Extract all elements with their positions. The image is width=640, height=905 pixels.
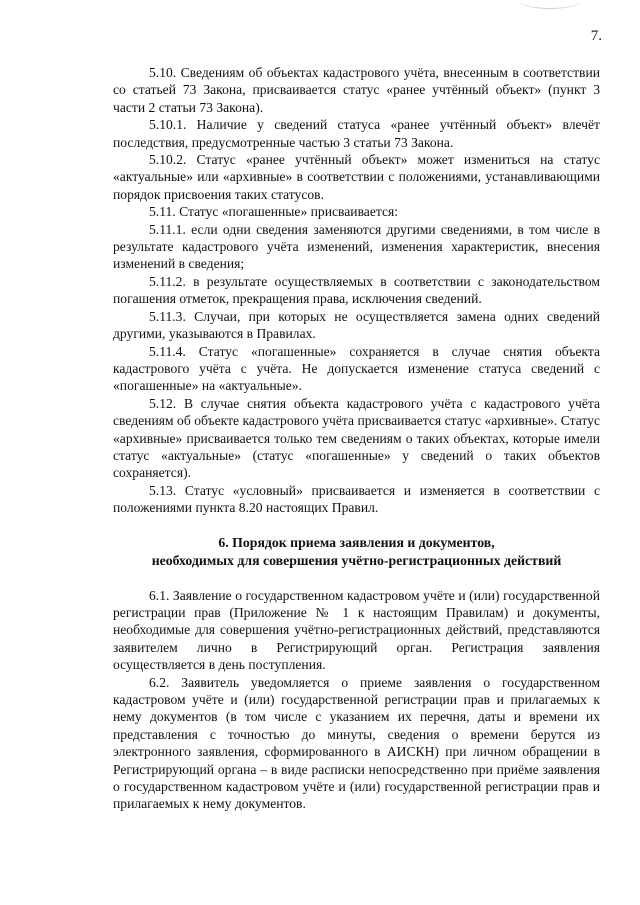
paragraph-5-11-3: 5.11.3. Случаи, при которых не осуществляется замена одних сведений другими, указываются в Правилах. [113,308,600,342]
paragraph-5-10: 5.10. Сведениям об объектах кадастрового учёта, внесенным в соответствии со статьей 73 Закона, присваивается статус «ранее учтённый объект» (пункт 3 части 2 статьи 73 Закона). [113,65,600,115]
paragraph-5-10-2: 5.10.2. Статус «ранее учтённый объект» может измениться на статус «актуальные» или «архивные» в соответствии с положениями, устанавливающими порядок присвоения таких статусов. [113,152,600,202]
paragraph-6-1: 6.1. Заявление о государственном кадастровом учёте и (или) государственной регистрации прав (Приложение № 1 к настоящим Правилам) и документы, необходимые для совершения учётно-регистрационных действий, представляются заявителем лично в Регистрирующий орган. Регистрация заявления осуществляется в день поступления. [113,587,600,673]
spacer [113,517,600,534]
section-heading [113,534,600,570]
page-number: 7. [590,28,602,44]
paragraph-5-11: 5.11. Статус «погашенные» присваивается: [149,204,399,220]
paragraph-5-13: 5.13. Статус «условный» присваивается и изменяется в соответствии с положениями пункта 8.20 настоящих Правил. [113,482,600,516]
document-body [113,64,600,813]
paragraph-5-10-1: 5.10.1. Наличие у сведений статуса «ранее учтённый объект» влечёт последствия, предусмотренные частью 3 статьи 73 Закона. [113,117,600,150]
section-heading-line-2: необходимых для совершения учётно-регистрационных действий [151,552,562,568]
paragraph-5-12: 5.12. В случае снятия объекта кадастрового учёта с кадастрового учёта сведениям об объекте кадастрового учёта присваивается статус «архивные». Статус «архивные» присваивается только тем сведениям о таких объектах, которые имели статус «актуальные» (статус «погашенные» у сведений о таких объектов сохраняется). [113,395,600,481]
paragraph-5-11-2: 5.11.2. в результате осуществляемых в соответствии с законодательством погашения отметок, прекращения права, исключения сведений. [113,273,600,307]
scan-artifact-mark [520,0,580,9]
paragraph-5-11-4: 5.11.4. Статус «погашенные» сохраняется в случае снятия объекта кадастрового учёта с учёта. Не допускается изменение статуса сведений с «погашенные» на «актуальные». [113,343,600,394]
paragraph-6-2: 6.2. Заявитель уведомляется о приеме заявления о государственном кадастровом учёте и (или) государственной регистрации прав и прилагаемых к нему документов (в том числе с указанием их перечня, даты и времени их представления с точностью до минуты, сведения о времени берутся из электронного заявления, сформированного в АИСКН) при личном обращении в Регистрирующий органа – в виде расписки непосредственно при приёме заявления о государственном кадастровом учёте и (или) государственной регистрации прав и прилагаемых к нему документов. [113,674,600,812]
section-heading-line-1: 6. Порядок приема заявления и документов, [218,534,495,550]
paragraph-5-11-1: 5.11.1. если одни сведения заменяются другими сведениями, в том числе в результате кадастрового учёта изменений, изменения характеристик, внесения изменений в сведения; [113,221,600,272]
spacer [113,570,600,587]
